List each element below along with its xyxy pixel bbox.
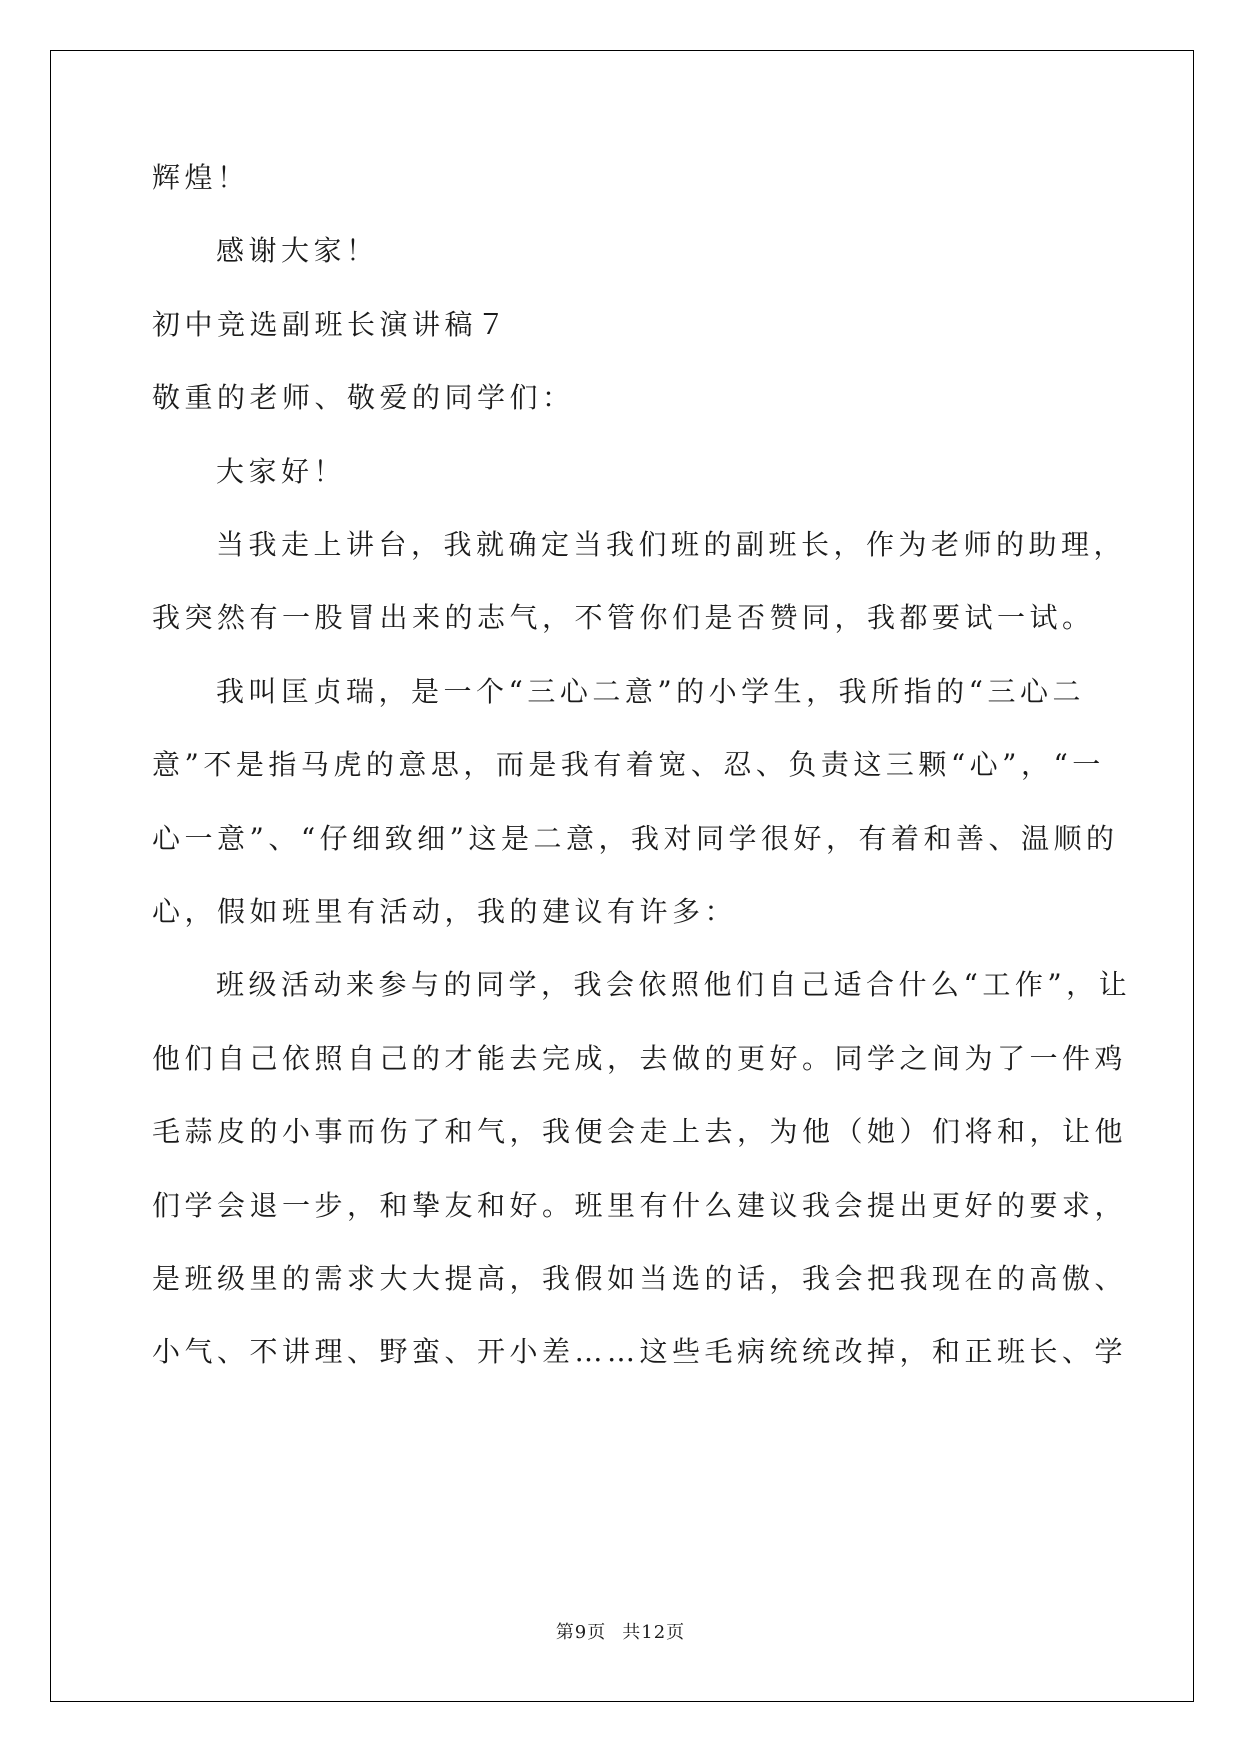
text-line: 辉煌！ bbox=[152, 161, 250, 194]
text-line: 是班级里的需求大大提高，我假如当选的话，我会把我现在的高傲、 bbox=[152, 1262, 1128, 1295]
text-line: 毛蒜皮的小事而伤了和气，我便会走上去，为他（她）们将和，让他 bbox=[152, 1115, 1128, 1149]
text-line: 们学会退一步，和挚友和好。班里有什么建议我会提出更好的要求， bbox=[152, 1188, 1128, 1222]
text-line: 他们自己依照自己的才能去完成，去做的更好。同学之间为了一件鸡 bbox=[152, 1041, 1128, 1075]
page-footer bbox=[0, 1621, 1241, 1645]
salutation: 敬重的老师、敬爱的同学们： bbox=[152, 381, 575, 415]
text-line: 我叫匡贞瑞，是一个“三心二意”的小学生，我所指的“三心二 bbox=[216, 674, 1085, 708]
page-total: 共12页 bbox=[622, 1622, 686, 1643]
text-line: 当我走上讲台，我就确定当我们班的副班长，作为老师的助理， bbox=[216, 528, 1127, 561]
section-title: 初中竞选副班长演讲稿７ bbox=[152, 307, 510, 341]
text-line: 心，假如班里有活动，我的建议有许多： bbox=[152, 895, 738, 928]
text-line: 心一意”、“仔细致细”这是二意，我对同学很好，有着和善、温顺的 bbox=[152, 821, 1119, 855]
text-line: 感谢大家！ bbox=[216, 234, 379, 268]
greeting: 大家好！ bbox=[216, 454, 347, 488]
text-line: 意”不是指马虎的意思，而是我有着宽、忍、负责这三颗“心”，“一 bbox=[152, 748, 1105, 782]
page-number: 第9页 bbox=[555, 1622, 607, 1643]
text-line: 我突然有一股冒出来的志气，不管你们是否赞同，我都要试一试。 bbox=[152, 601, 1095, 635]
text-line: 班级活动来参与的同学，我会依照他们自己适合什么“工作”，让 bbox=[216, 968, 1132, 1002]
page-border bbox=[50, 50, 1194, 1702]
text-line: 小气、不讲理、野蛮、开小差……这些毛病统统改掉，和正班长、学 bbox=[152, 1335, 1128, 1369]
